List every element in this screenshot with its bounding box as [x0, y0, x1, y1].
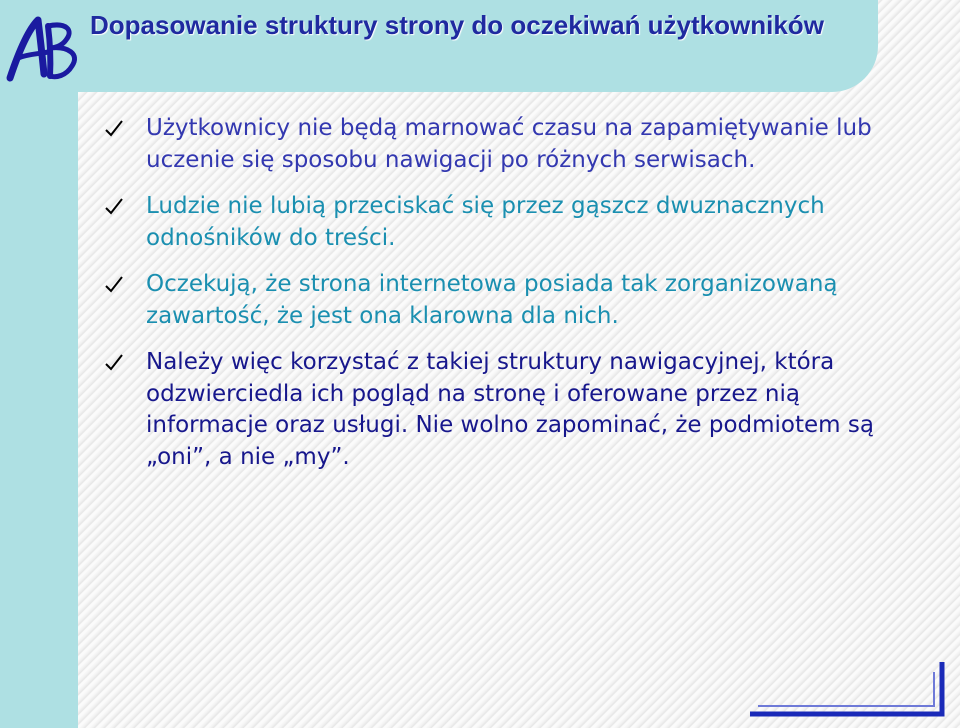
bullet-item	[104, 113, 904, 176]
bullet-text: Oczekują, że strona internetowa posiada tak zorganizowaną zawartość, że jest ona klarowna dla nich.	[146, 271, 838, 329]
ab-logo-icon	[4, 14, 84, 86]
left-accent-bar	[0, 0, 78, 728]
bullet-item	[104, 191, 904, 254]
bullet-text: Ludzie nie lubią przeciskać się przez gąszcz dwuznacznych odnośników do treści.	[146, 193, 825, 251]
bullet-text: Należy więc korzystać z takiej struktury nawigacyjnej, która odzwierciedla ich pogląd na stronę i oferowane przez nią informacje oraz usługi. Nie wolno zapominać, że podmiotem są „oni”, a nie „my”.	[146, 349, 874, 470]
bullet-item	[104, 269, 904, 332]
bullet-item	[104, 347, 904, 473]
checkmark-icon	[104, 275, 124, 295]
checkmark-icon	[104, 197, 124, 217]
bullet-text: Użytkownicy nie będą marnować czasu na zapamiętywanie lub uczenie się sposobu nawigacji po różnych serwisach.	[146, 115, 872, 173]
slide-title: Dopasowanie struktury strony do oczekiwań użytkowników	[90, 10, 824, 40]
checkmark-icon	[104, 353, 124, 373]
checkmark-icon	[104, 119, 124, 139]
bullet-list	[104, 113, 904, 488]
corner-frame-decoration	[748, 660, 948, 718]
